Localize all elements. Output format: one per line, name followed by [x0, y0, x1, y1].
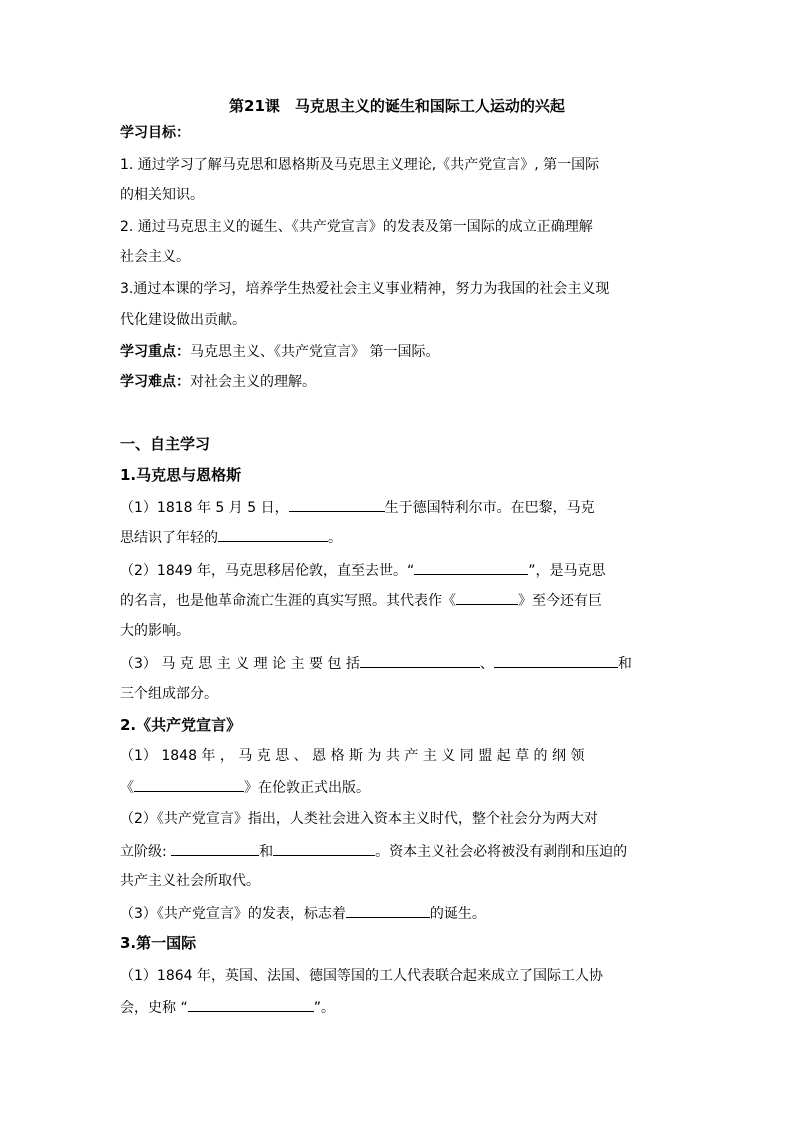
- s1-p2-line-3: 大的影响。: [120, 623, 190, 639]
- s1-p3-line-1: [120, 653, 676, 674]
- difficulty-text: 对社会主义的理解。: [190, 374, 316, 390]
- subsection-3-heading: 3.第一国际: [120, 934, 197, 952]
- s2-p2-text-b: 和: [259, 844, 274, 860]
- s1-p2-text-d: 》至今还有巨: [518, 593, 602, 609]
- s1-p2-line-2: [120, 590, 676, 611]
- answer-blank[interactable]: [494, 653, 618, 668]
- s1-p3-text-a: （3） 马 克 思 主 义 理 论 主 要 包 括: [120, 656, 360, 672]
- s1-p3-text-c: 和: [617, 656, 632, 672]
- key-points: [120, 342, 676, 362]
- s2-p2-line-1: （2）《共产党宣言》指出，人类社会进入资本主义时代，整个社会分为两大对: [120, 811, 598, 827]
- answer-blank[interactable]: [456, 590, 518, 605]
- goal-1-line-1: 1. 通过学习了解马克思和恩格斯及马克思主义理论,《共产党宣言》, 第一国际: [120, 157, 600, 173]
- answer-blank[interactable]: [360, 653, 480, 668]
- s2-p1-text-b: 》在伦敦正式出版。: [244, 780, 370, 796]
- goal-3-line-2: 代化建设做出贡献。: [120, 312, 246, 328]
- answer-blank[interactable]: [289, 497, 385, 512]
- s2-p3-text-b: 的诞生。: [429, 906, 486, 922]
- s1-p3-text-b: 、: [479, 656, 494, 672]
- answer-blank[interactable]: [414, 560, 528, 575]
- s1-p2-text-a: （2）1849 年，马克思移居伦敦，直至去世。“: [120, 563, 415, 579]
- s2-p1-line-1: （1） 1848 年 ， 马 克 思 、 恩 格 斯 为 共 产 主 义 同 盟 起 草 的 纲 领: [120, 748, 585, 764]
- s1-p2-text-c: 的名言，也是他革命流亡生涯的真实写照。其代表作《: [120, 593, 456, 609]
- goals-heading: 学习目标：: [120, 125, 190, 141]
- s1-p1-text-b: 生于德国特利尔市。在巴黎，马克: [384, 500, 595, 516]
- subsection-2-heading: 2.《共产党宣言》: [120, 716, 242, 734]
- answer-blank[interactable]: [134, 777, 244, 792]
- s2-p3-text-a: （3）《共产党宣言》的发表，标志着: [120, 906, 346, 922]
- s2-p1-line-2: [120, 777, 676, 798]
- s1-p1-text-c: 思结识了年轻的: [120, 530, 218, 546]
- s2-p1-text-a: 《: [120, 780, 134, 796]
- goal-2-line-1: 2. 通过马克思主义的诞生、《共产党宣言》的发表及第一国际的成立正确理解: [120, 219, 593, 235]
- answer-blank[interactable]: [346, 903, 430, 918]
- s2-p2-line-3: 共产主义社会所取代。: [120, 873, 260, 889]
- key-points-text: 马克思主义、《共产党宣言》 第一国际。: [190, 344, 440, 360]
- s2-p3-line: [120, 903, 676, 924]
- s3-p1-text-b: ”。: [313, 1000, 335, 1016]
- difficulty: [120, 372, 676, 392]
- goal-3-line-1: 3.通过本课的学习，培养学生热爱社会主义事业精神，努力为我国的社会主义现: [120, 281, 610, 297]
- answer-blank[interactable]: [218, 527, 328, 542]
- s1-p1-text-d: 。: [328, 530, 342, 546]
- difficulty-label: 学习难点：: [120, 374, 190, 390]
- s3-p1-line-1: （1）1864 年，英国、法国、德国等国的工人代表联合起来成立了国际工人协: [120, 968, 603, 984]
- answer-blank[interactable]: [171, 841, 259, 856]
- goal-1-line-2: 的相关知识。: [120, 187, 204, 203]
- answer-blank[interactable]: [188, 997, 314, 1012]
- subsection-1-heading: 1.马克思与恩格斯: [120, 466, 242, 484]
- s3-p1-text-a: 会，史称 “: [120, 1000, 188, 1016]
- page-title: 第21课 马克思主义的诞生和国际工人运动的兴起: [229, 97, 565, 115]
- s1-p2-line-1: [120, 560, 676, 581]
- answer-blank[interactable]: [273, 841, 375, 856]
- s2-p2-text-a: 立阶级:: [120, 844, 167, 860]
- goal-2-line-2: 社会主义。: [120, 249, 190, 265]
- section-heading: 一、自主学习: [120, 435, 211, 453]
- key-points-label: 学习重点：: [120, 344, 190, 360]
- s2-p2-text-c: 。资本主义社会必将被没有剥削和压迫的: [375, 844, 628, 860]
- s2-p2-line-2: [120, 841, 676, 862]
- s1-p3-line-2: 三个组成部分。: [120, 686, 218, 702]
- s1-p1-text-a: （1）1818 年 5 月 5 日，: [120, 500, 289, 516]
- s1-p1-line-1: [120, 497, 676, 518]
- s3-p1-line-2: [120, 997, 676, 1018]
- s1-p2-text-b: ”，是马克思: [528, 563, 606, 579]
- s1-p1-line-2: [120, 527, 676, 548]
